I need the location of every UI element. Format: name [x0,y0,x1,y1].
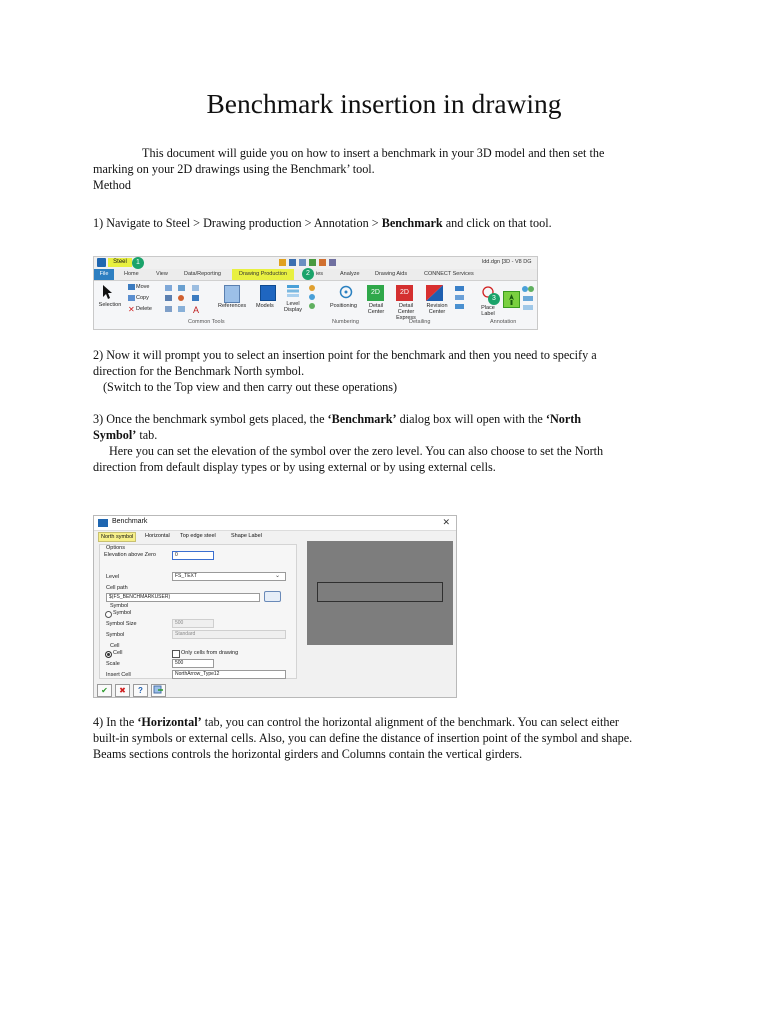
group-annotation: Annotation [490,319,517,325]
callout-3: 3 [488,293,500,305]
insert-cell-label: Insert Cell [106,672,131,678]
step-4-prefix: 4) In the [93,715,138,729]
step-4-line-2: built-in symbols or external cells. Also, you can define the distance of insertion point of the symbol and shape. [93,731,633,745]
models-icon [260,285,276,301]
move-icon [128,284,135,290]
copy-icon [128,295,135,301]
symbol-label: Symbol [106,632,125,638]
callout-2: 2 [302,268,314,280]
redo-icon[interactable] [329,259,336,266]
intro-line-1: This document will guide you on how to insert a benchmark in your 3D model and then set the [142,146,605,160]
group-numbering: Numbering [332,319,359,325]
tab-utilities[interactable]: ies [316,271,324,277]
step-1-prefix: 1) Navigate to Steel > Drawing production > Annotation > [93,216,382,230]
save-icon[interactable] [289,259,296,266]
tab-drawing-production[interactable]: Drawing Production [232,269,294,280]
step-2-line-2: direction for the Benchmark North symbol. [93,364,305,378]
selection-label[interactable]: Selection [98,302,122,308]
step-3-bold-north: ‘North [545,412,582,426]
tab-data-reporting[interactable]: Data/Reporting [184,271,221,277]
tab-view[interactable]: View [156,271,168,277]
symbol-preview [307,541,453,645]
positioning-label[interactable]: Positioning [330,303,357,309]
cell-path-input[interactable]: $(FS_BENCHMARKUSER) [106,593,260,602]
cell-path-label: Cell path [106,585,128,591]
page-title: Benchmark insertion in drawing [206,88,562,119]
level-display-label[interactable]: Level Display [283,301,303,313]
quick-access-toolbar [94,257,537,269]
tab-home[interactable]: Home [124,271,139,277]
symbol-group-label: Symbol [110,603,129,609]
detail-center-express-label[interactable]: Detail Center Express [396,303,416,321]
print-icon[interactable] [299,259,306,266]
tab-analyze[interactable]: Analyze [340,271,360,277]
step-1-suffix: and click on that tool. [442,216,552,230]
browse-folder-icon[interactable] [264,591,281,602]
detailing-small-icons [454,285,466,311]
step-2-line-1: 2) Now it will prompt you to select an insertion point for the benchmark and then you need to specify a [93,348,597,362]
app-icon [97,258,106,267]
undo-icon[interactable] [319,259,326,266]
tab-horizontal[interactable]: Horizontal [145,533,170,539]
elevation-label: Elevation above Zero [104,552,156,558]
step-1-text [93,215,552,231]
revision-center-label[interactable]: Revision Center [426,303,448,315]
symbol-radio[interactable] [105,611,112,618]
tab-north-symbol[interactable]: North symbol [98,532,136,542]
step-3-line-2 [93,427,157,443]
level-select[interactable]: FS_TEXT [172,572,286,581]
callout-1: 1 [132,257,144,269]
common-tools-small-icons [164,284,216,316]
cell-radio[interactable] [105,651,112,658]
level-label: Level [106,574,120,580]
detail-center-icon: 2D [367,285,384,301]
selection-arrow-icon[interactable] [100,284,114,300]
tab-shape-label[interactable]: Shape Label [231,533,262,539]
dialog-titlebar [94,516,456,531]
symbol-radio-label: Symbol [113,610,132,616]
dialog-app-icon [98,519,108,527]
step-3-prefix: 3) Once the benchmark symbol gets placed, the [93,412,328,426]
tab-drawing-aids[interactable]: Drawing Aids [375,271,408,277]
options-label: Options [106,545,125,551]
window-title: ldd.dgn [3D - V8 DG [482,259,532,265]
symbol-select[interactable]: Standard [172,630,286,639]
step-1-bold: Benchmark [381,216,443,230]
scale-input[interactable]: 500 [172,659,214,668]
step-2-line-3: (Switch to the Top view and then carry out these operations) [103,380,398,394]
step-4-line-3: Beams sections controls the horizontal girders and Columns contain the vertical girders. [93,747,523,761]
benchmark-tool-icon[interactable] [503,291,520,308]
qat-icons [279,259,369,267]
symbol-size-label: Symbol Size [106,621,137,627]
copy-label[interactable]: Copy [136,295,149,301]
ribbon-screenshot [93,256,538,330]
chevron-down-icon: ⌄ [275,573,281,579]
delete-icon: ✕ [128,305,135,314]
intro-line-2: marking on your 2D drawings using the Benchmark’ tool. [93,162,375,176]
scale-label: Scale [106,661,120,667]
elevation-input[interactable]: 0 [172,551,214,560]
ribbon-tabs [94,269,537,281]
group-detailing: Detailing [409,319,431,325]
display-small-icons [307,284,321,314]
open-icon[interactable] [279,259,286,266]
move-label[interactable]: Move [136,284,150,290]
dialog-tabs [96,531,456,541]
place-label-label[interactable]: Place Label [481,305,495,317]
insert-cell-select[interactable]: NorthArrow_Type12 [172,670,286,679]
references-label[interactable]: References [218,303,247,309]
step-3-line-4: direction from default display types or by using external or by using external cells. [93,460,496,474]
level-display-icon [286,284,300,298]
cancel-x-icon[interactable]: ✖ [115,684,130,697]
step-4-bold: ‘Horizontal’ [137,715,202,729]
revision-center-icon [426,285,443,301]
tab-top-edge-steel[interactable]: Top edge steel [180,533,216,539]
ok-check-icon[interactable]: ✔ [97,684,112,697]
detail-center-express-icon: 2D [396,285,413,301]
help-icon[interactable]: ? [133,684,148,697]
svg-text:A: A [193,305,200,315]
step-4-suffix: tab, you can control the horizontal alignment of the benchmark. You can select either [201,715,619,729]
only-cells-checkbox[interactable] [172,650,180,658]
workflow-selector[interactable]: Steel [108,258,132,267]
pin-icon[interactable] [309,259,316,266]
step-3-bold-symbol: Symbol’ [93,428,137,442]
step-3-suffix: tab. [136,428,158,442]
annotation-small-icons [521,285,535,313]
delete-label[interactable]: Delete [136,306,152,312]
references-icon [224,285,240,303]
symbol-size-input[interactable]: 500 [172,619,214,628]
options-panel [99,544,297,679]
tab-file[interactable]: File [94,269,114,280]
tab-connect-services[interactable]: CONNECT Services [424,271,474,277]
step-3-line-3: Here you can set the elevation of the symbol over the zero level. You can also choose to set the North [109,444,604,458]
step-4-line-1 [93,714,619,730]
apply-icon[interactable] [151,684,166,697]
models-label[interactable]: Models [256,303,274,309]
cell-radio-label: Cell [113,650,123,656]
dialog-title: Benchmark [112,518,148,525]
group-common-tools: Common Tools [188,319,225,325]
detail-center-label[interactable]: Detail Center [367,303,385,315]
positioning-icon [338,285,354,299]
preview-frame [317,582,443,602]
step-3-mid: dialog box will open with the [396,412,546,426]
only-cells-label: Only cells from drawing [181,650,239,656]
cell-group-label: Cell [110,643,120,649]
close-icon[interactable]: ✕ [442,517,450,527]
step-3-line-1 [93,411,581,427]
method-heading: Method [93,178,131,192]
step-3-bold-benchmark: ‘Benchmark’ [327,412,397,426]
benchmark-dialog-screenshot [93,515,457,698]
